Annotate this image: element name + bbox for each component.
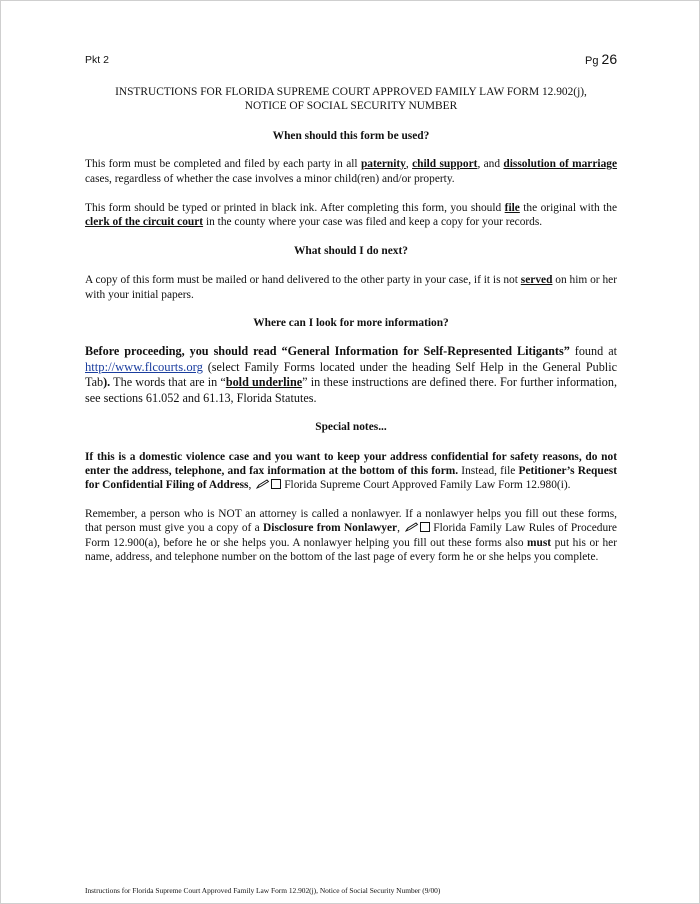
term-paternity: paternity <box>360 158 406 171</box>
page-prefix: Pg <box>585 55 599 67</box>
pencil-icon <box>256 479 270 489</box>
paragraph-next-1 <box>85 273 617 302</box>
text: ” in these instructions are defined there. For further information, see sections 61.052 and 61.13, Florida Statutes. <box>85 375 617 405</box>
text: , <box>397 522 404 535</box>
checkbox-icon <box>420 522 430 532</box>
bold-text: Before proceeding, you should read “General Information for Self-Represented Litigants” <box>85 344 570 359</box>
term-bold-underline: bold underline <box>225 375 303 390</box>
term-clerk-of-circuit-court: clerk of the circuit court <box>85 216 204 229</box>
text: Florida Family Law Rules of Procedure Form 12.900(a), before he or she helps you. A nonlawyer helping you fill out these forms also <box>85 522 617 549</box>
heading-more-info: Where can I look for more information? <box>253 317 449 330</box>
document-body <box>85 85 617 564</box>
title-line-1: INSTRUCTIONS FOR FLORIDA SUPREME COURT APPROVED FAMILY LAW FORM 12.902(j), <box>115 86 587 98</box>
bold-text: ). <box>103 375 111 390</box>
text: put his or her name, address, and telephone number on the bottom of the last page of every form he or she helps you complete. <box>85 536 617 563</box>
page-footer: Instructions for Florida Supreme Court Approved Family Law Form 12.902(j), Notice of Social Security Number (9/00) <box>85 886 441 895</box>
page-number-value: 26 <box>601 51 618 67</box>
text: (select Family Forms located under the heading Self Help in the General Public Tab <box>85 359 617 390</box>
text: , <box>248 479 255 492</box>
paragraph-more-info <box>85 344 617 406</box>
paragraph-when-2 <box>85 201 617 230</box>
emphasis-must: must <box>527 536 552 549</box>
text: A copy of this form must be mailed or hand delivered to the other party in your case, if it is not <box>85 274 521 287</box>
text: the original with the <box>519 202 617 215</box>
text: This form must be completed and filed by each party in all <box>85 158 361 171</box>
paragraph-special-2 <box>85 507 617 565</box>
text: Instead, file <box>458 464 519 477</box>
paragraph-special-1 <box>85 450 617 493</box>
form-name-confidential-filing: Petitioner’s Request for Confidential Filing of Address <box>85 464 617 492</box>
text: This form should be typed or printed in black ink. After completing this form, you should <box>85 202 505 215</box>
heading-special-notes: Special notes... <box>315 421 387 434</box>
text: on him or her with your initial papers. <box>85 274 617 301</box>
text: Florida Supreme Court Approved Family Law Form 12.980(i). <box>284 479 571 492</box>
form-name-disclosure: Disclosure from Nonlawyer <box>263 522 398 535</box>
term-file: file <box>504 202 520 215</box>
text: , <box>405 158 413 171</box>
title-line-2: NOTICE OF SOCIAL SECURITY NUMBER <box>244 100 458 113</box>
checkbox-icon <box>271 479 281 489</box>
heading-when: When should this form be used? <box>272 129 430 142</box>
text: The words that are in “ <box>110 375 226 390</box>
document-title <box>85 85 617 114</box>
paragraph-when-1 <box>85 157 617 186</box>
text: found at <box>569 344 617 359</box>
text: cases, regardless of whether the case involves a minor child(ren) and/or property. <box>85 172 455 185</box>
page-number <box>585 51 617 67</box>
term-served: served <box>520 274 553 287</box>
term-dissolution-of-marriage: dissolution of marriage <box>503 158 618 171</box>
text: in the county where your case was filed and keep a copy for your records. <box>203 216 543 229</box>
packet-label: Pkt 2 <box>85 54 109 66</box>
bold-text: If this is a domestic violence case and you want to keep your address confidential for safety reasons, do not enter the address, telephone, and fax information at the bottom of this form. <box>85 450 617 477</box>
text: Remember, a person who is NOT an attorney is called a nonlawyer. If a nonlawyer helps you fill out these forms, that person must give you a copy of a <box>85 507 617 535</box>
term-child-support: child support <box>412 158 478 171</box>
heading-next: What should I do next? <box>294 244 408 257</box>
flcourts-link[interactable]: http://www.flcourts.org <box>85 359 203 374</box>
pencil-icon <box>405 522 419 532</box>
text: , and <box>477 158 504 171</box>
